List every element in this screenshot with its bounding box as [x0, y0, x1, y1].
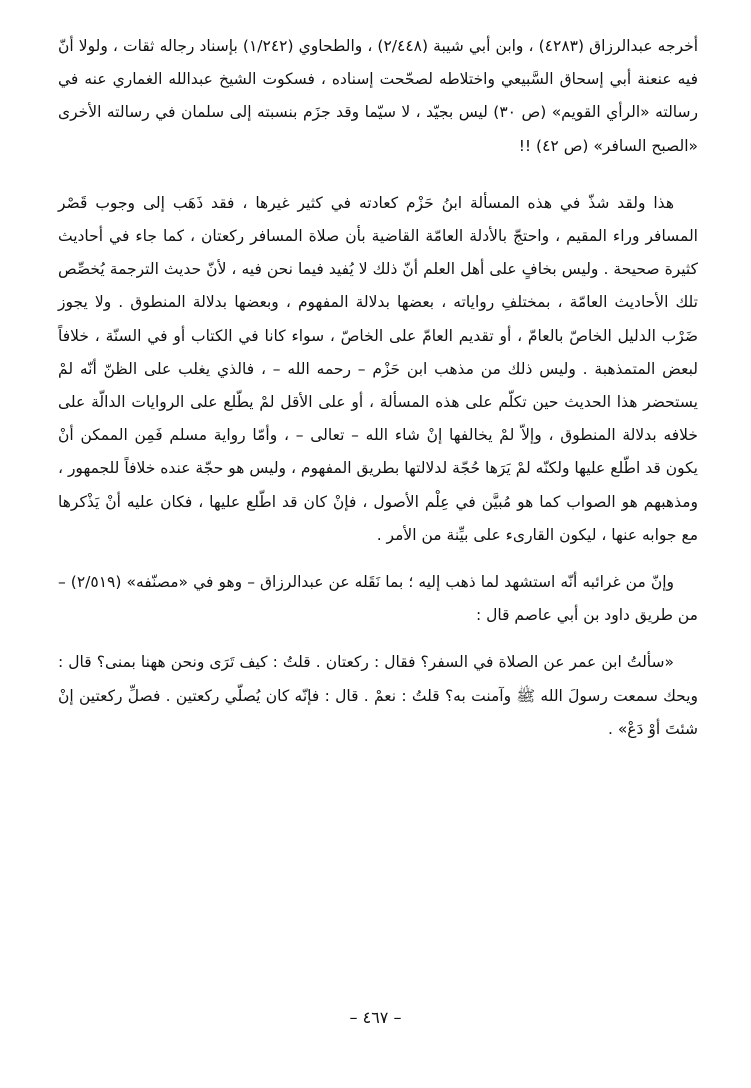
- page-number: – ٤٦٧ –: [349, 1008, 402, 1027]
- body-paragraph-gharaib: وإنّ من غرائبه أنّه استشهد لما ذهب إليه ؛ بما نَقَله عن عبدالرزاق – وهو في «مصنّفه» (٢/٥١٩) – من طريق داود بن أبي عاصم قال :: [58, 573, 698, 625]
- footnote-paragraph: أخرجه عبدالرزاق (٤٢٨٣) ، وابن أبي شيبة (٢/٤٤٨) ، والطحاوي (١/٢٤٢) بإسناد رجاله ثقات ، ولولا أنّ فيه عنعنة أبي إسحاق السَّبيعي واختلاطه لصحّحت إسناده ، فسكوت الشيخ عبدالله الغماري عنه في رسالته «الرأي القويم» (ص ٣٠) ليس بجيّد ، لا سيّما وقد جزَم بنسبته إلى سلمان في رسالته الأخرى «الصبح السافر» (ص ٤٢) !!: [58, 37, 699, 155]
- quote-paragraph-ibn-umar: «سألتُ ابن عمر عن الصلاة في السفر؟ فقال : ركعتان . قلتُ : كيف تَرَى ونحن ههنا بمنى؟ قال : ويحك سمعت رسولَ الله ﷺ وآمنت به؟ قلتُ : نعمْ . قال : فإنّه كان يُصلّي ركعتين . فصلِّ ركعتين إنْ شئتَ أوْ دَعْ» .: [58, 653, 698, 738]
- body-paragraph-ibn-hazm: هذا ولقد شذّ في هذه المسألة ابنُ حَزْم كعادته في كثير غيرها ، فقد ذَهَب إلى وجوب قَصْر المسافر وراء المقيم ، واحتجّ بالأدلة العامّة القاضية بأن صلاة المسافر ركعتان ، كما جاء في أحاديث كثيرة صحيحة . وليس بخافٍ على أهل العلم أنّ ذلك لا يُفيد فيما نحن فيه ، لأنّ حديث الترجمة يُخصِّص تلك الأحاديث العامّة ، بمختلفِ رواياته ، بعضها بدلالة المفهوم ، وبعضها بدلالة المنطوق . ولا يجوز ضَرْب الدليل الخاصّ بالعامّ ، أو تقديم العامّ على الخاصّ ، سواء كانا في الكتاب أو في السنّة ، خلافاً لبعض المتمذهبة . وليس ذلك من مذهب ابن حَزْم – رحمه الله – ، فالذي يغلب على الظنّ أنّه لمْ يستحضر هذا الحديث حين تكلّم على هذه المسألة ، أو على الأقل لمْ يطّلع على الروايات الدالّة على خلافه بدلالة المنطوق ، وإلاّ لمْ يخالفها إنْ شاء الله – تعالى – ، وأمّا رواية مسلم فَمِن الممكن أنْ يكون قد اطّلع عليها ولكنّه لمْ يَرَها حُجّة لدلالتها بطريق المفهوم ، وليس هو حجّة عنده خلافاً للجمهور ، ومذهبهم هو الصواب كما هو مُبيَّن في عِلْم الأصول ، فإنْ كان قد اطّلع عليها ، فكان عليه أنْ يَذْكرها مع جوابه عنها ، ليكون القارىء على بيِّنة من الأمر .: [58, 193, 698, 544]
- page-body: [58, 30, 698, 1060]
